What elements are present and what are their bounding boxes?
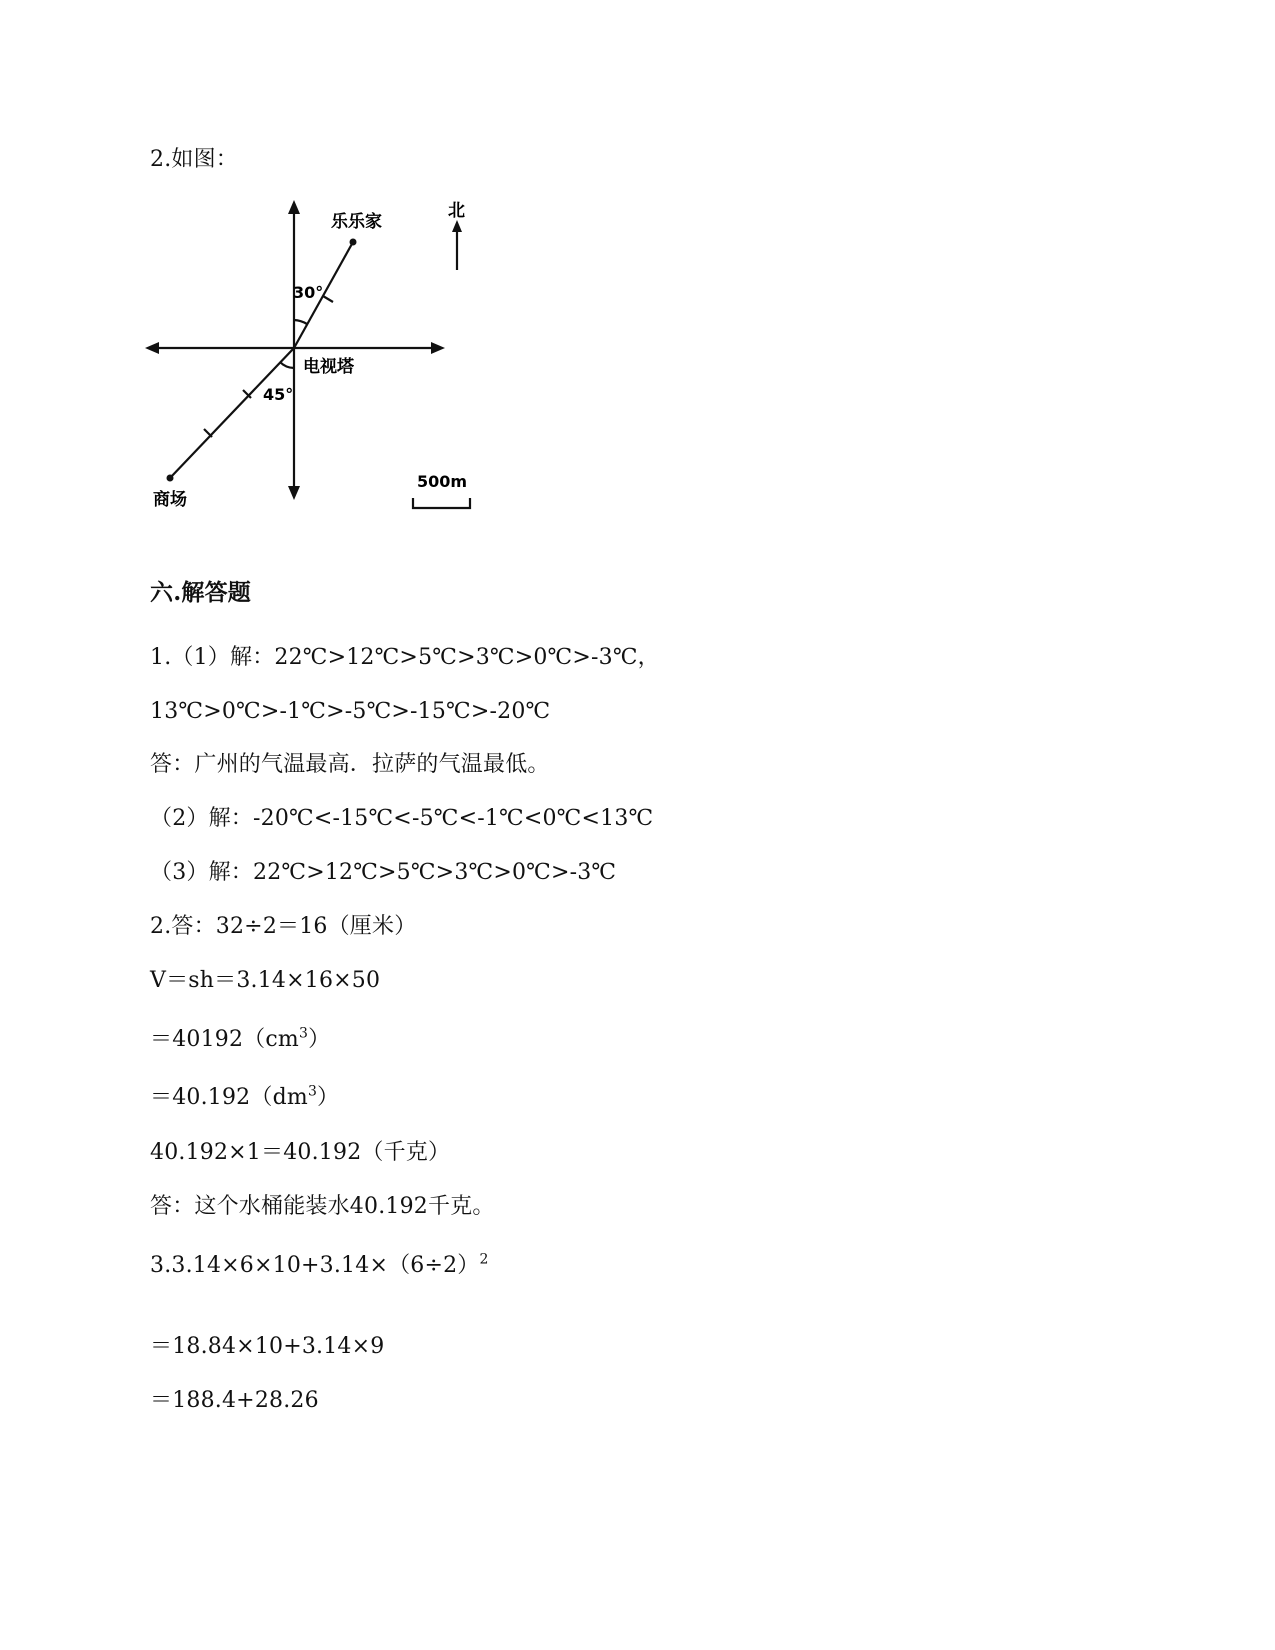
north-arrowhead <box>452 220 462 232</box>
equation-dm3: $=40.192(dm^3)$ <box>150 1083 340 1110</box>
direction-diagram <box>145 200 505 545</box>
answer-line: ＝188.4+28.26 <box>150 1388 319 1413</box>
tower-label: 电视塔 <box>303 357 354 377</box>
arrowhead-up <box>288 200 300 214</box>
answer-line: （3）解：22℃>12℃>5℃>3℃>0℃>-3℃ <box>150 860 617 885</box>
angle-arc-top <box>294 320 307 324</box>
mall-dot <box>167 475 174 482</box>
angle-30-label: 30° <box>293 283 324 302</box>
angle-45-label: 45° <box>263 385 294 404</box>
section-intro: 2.如图： <box>150 147 238 172</box>
mall-label: 商场 <box>153 490 187 510</box>
tick-mark <box>204 429 212 437</box>
answer-line: 答：广州的气温最高．拉萨的气温最低。 <box>150 752 550 777</box>
angle-arc-bottom <box>280 362 294 368</box>
line-to-mall <box>170 348 294 478</box>
question-3-line: $3.3.14\times 6\times 10+3.14\times(6\div 2)^2$ <box>150 1251 489 1278</box>
section-heading: 六.解答题 <box>150 579 252 606</box>
scale-label: 500m <box>417 472 468 491</box>
home-dot <box>350 239 357 246</box>
answer-line: 13℃>0℃>-1℃>-5℃>-15℃>-20℃ <box>150 699 551 724</box>
tick-mark <box>323 296 333 302</box>
arrowhead-left <box>145 342 159 354</box>
equation-cm3: $=40192(cm^3)$ <box>150 1025 331 1052</box>
answer-line: （2）解：-20℃<-15℃<-5℃<-1℃<0℃<13℃ <box>150 806 654 831</box>
scale-bar <box>413 498 470 508</box>
answer-line: 40.192×1＝40.192（千克） <box>150 1140 451 1165</box>
home-label: 乐乐家 <box>331 212 382 232</box>
north-label: 北 <box>448 201 465 221</box>
answer-line: ＝18.84×10+3.14×9 <box>150 1334 385 1359</box>
arrowhead-right <box>431 342 445 354</box>
answer-line: 答：这个水桶能装水40.192千克。 <box>150 1194 495 1219</box>
answer-line: V＝sh＝3.14×16×50 <box>150 968 381 993</box>
arrowhead-down <box>288 486 300 500</box>
answer-line: 2.答：32÷2＝16（厘米） <box>150 914 417 939</box>
answer-line: 1.（1）解：22℃>12℃>5℃>3℃>0℃>-3℃， <box>150 645 660 670</box>
